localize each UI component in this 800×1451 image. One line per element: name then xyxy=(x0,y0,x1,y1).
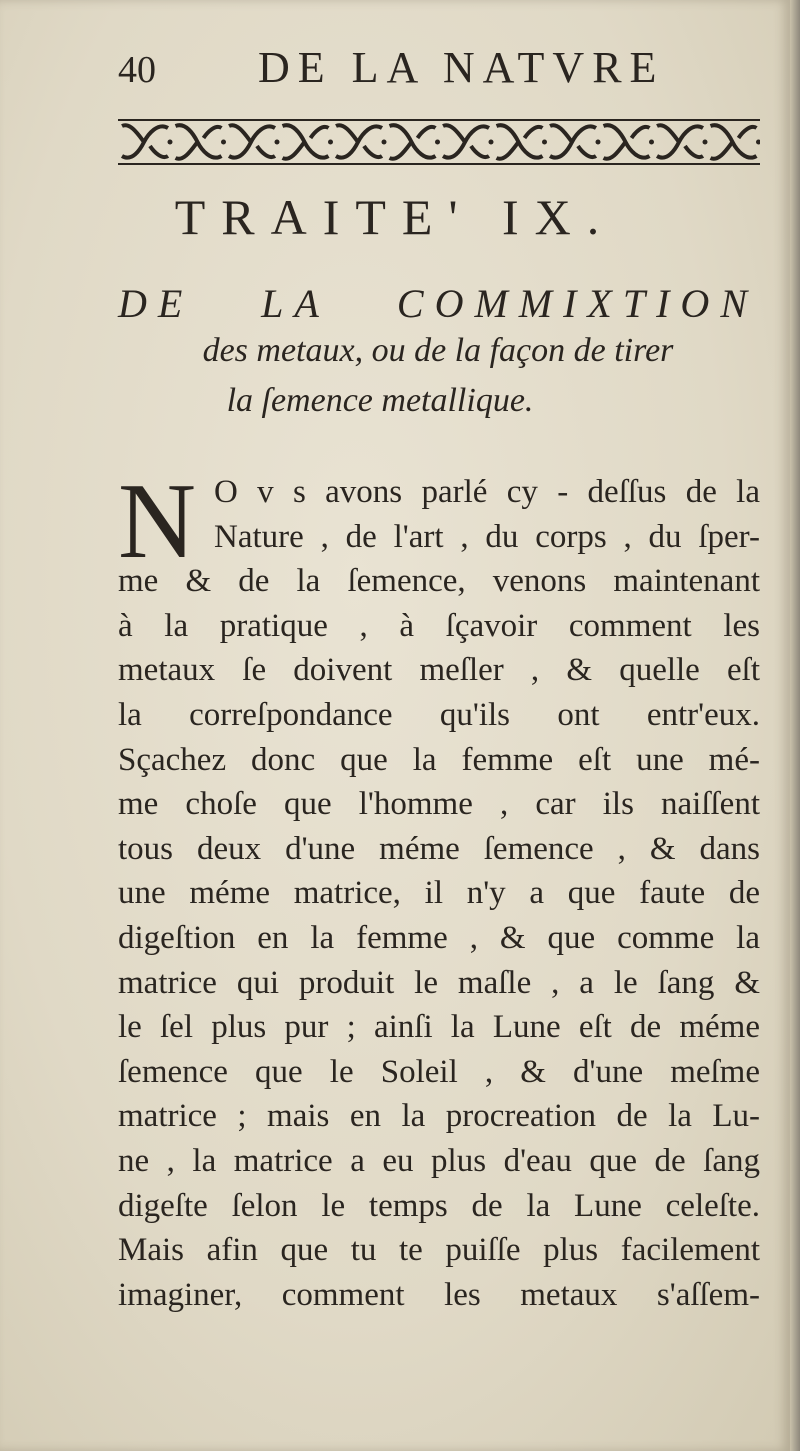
text-line: tous deux d'une méme ſemence , & dans xyxy=(118,830,760,867)
chapter-subtitle-line-1: DE LA COMMIXTION xyxy=(118,281,758,326)
body-text xyxy=(118,462,760,1317)
text-line: me & de la ſemence, venons maintenant xyxy=(118,563,760,600)
running-title: DE LA NATVRE xyxy=(258,43,665,92)
page-edge xyxy=(790,0,800,1451)
text-line: la correſpondance qu'ils ont entr'eux. xyxy=(118,696,760,733)
text-line: Sçachez donc que la femme eſt une mé- xyxy=(118,741,760,778)
decorative-band-ornament-icon xyxy=(118,118,760,166)
text-line: Mais afin que tu te puiſſe plus facilement xyxy=(118,1232,760,1269)
running-head xyxy=(118,40,758,100)
text-line: digeſte ſelon le temps de la Lune celeſte. xyxy=(118,1187,760,1224)
text-line: ne , la matrice a eu plus d'eau que de ſang xyxy=(118,1142,760,1179)
drop-cap-initial: N xyxy=(118,462,196,581)
text-line: matrice qui produit le maſle , a le ſang & xyxy=(118,964,760,1001)
text-line: matrice ; mais en la procreation de la Lu- xyxy=(118,1098,760,1135)
text-line: une méme matrice, il n'y a que faute de xyxy=(118,875,760,912)
chapter-subtitle-line-2: des metaux, ou de la façon de tirer xyxy=(202,332,674,369)
text-line: à la pratique , à ſçavoir comment les xyxy=(118,607,760,644)
text-line: metaux ſe doivent meſler , & quelle eſt xyxy=(118,652,760,689)
page-number: 40 xyxy=(118,49,156,91)
text-line: imaginer, comment les metaux s'aſſem- xyxy=(118,1276,760,1313)
text-line: ſemence que le Soleil , & d'une meſme xyxy=(118,1053,760,1090)
text-line: digeſtion en la femme , & que comme la xyxy=(118,919,760,956)
text-line: me choſe que l'homme , car ils naiſſent xyxy=(118,786,760,823)
text-line: le ſel plus pur ; ainſi la Lune eſt de méme xyxy=(118,1009,760,1046)
chapter-subtitle-line-3: la ſemence metallique. xyxy=(226,382,534,419)
chapter-heading: TRAITE' IX. xyxy=(174,189,616,245)
text-line: Nature , de l'art , du corps , du ſper- xyxy=(214,518,760,555)
text-line: O v s avons parlé cy - deſſus de la xyxy=(214,474,760,510)
